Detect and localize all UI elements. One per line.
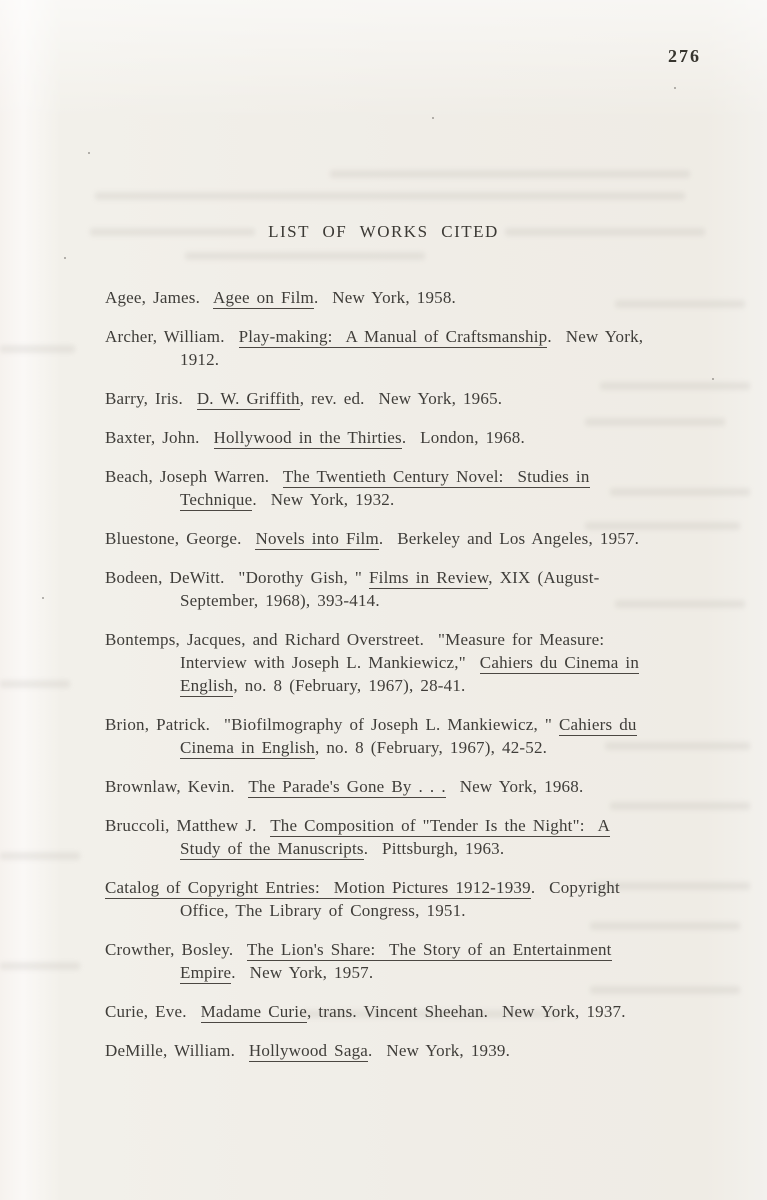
cited-title-text: English: [180, 676, 234, 695]
citation-line: [105, 1000, 735, 1023]
citation-text: Archer, William.: [105, 327, 239, 346]
citation-line: [105, 286, 735, 309]
citation-line: [105, 566, 735, 589]
cited-title-text: The Lion's Share: The Story of an Entertainment: [246, 940, 612, 959]
citation-line: [105, 325, 735, 348]
cited-title-text: Agee on Film: [213, 288, 314, 307]
citation-line: [105, 713, 735, 736]
citation-line: [105, 651, 735, 674]
citation-text: , no. 8 (February, 1967), 42-52.: [314, 738, 548, 757]
citation-text: . New York, 1958.: [313, 288, 456, 307]
scan-speck: [88, 152, 90, 154]
cited-title-text: The Parade's Gone By . . .: [248, 777, 446, 796]
citation-text: Brion, Patrick. "Biofilmography of Joseph L. Mankiewicz, ": [105, 715, 559, 734]
citation-line: [105, 876, 735, 899]
citation-text: Agee, James.: [105, 288, 214, 307]
citation-text: Barry, Iris.: [105, 389, 197, 408]
citation-entry: [105, 1000, 735, 1023]
citation-text: 1912.: [180, 350, 220, 369]
citation-entry: [105, 628, 735, 697]
citation-text: Bluestone, George.: [105, 529, 256, 548]
citation-entry: [105, 938, 735, 984]
citation-entry: [105, 814, 735, 860]
citation-text: Interview with Joseph L. Mankiewicz,": [180, 653, 480, 672]
cited-title-text: Cahiers du Cinema in: [479, 653, 640, 672]
citation-line: [105, 961, 735, 984]
page-number: 276: [668, 46, 701, 66]
citation-entry: [105, 527, 735, 550]
bleed-through-artifact: [95, 192, 685, 200]
citation-entry: [105, 426, 735, 449]
citation-line: [105, 527, 735, 550]
cited-title-text: Novels into Film: [255, 529, 379, 548]
citation-text: Curie, Eve.: [105, 1002, 201, 1021]
citation-text: , no. 8 (February, 1967), 28-41.: [233, 676, 466, 695]
citation-entry: [105, 1039, 735, 1062]
citation-line: [105, 899, 735, 922]
citation-text: , trans. Vincent Sheehan. New York, 1937.: [306, 1002, 626, 1021]
citation-text: . New York, 1939.: [368, 1041, 511, 1060]
citation-text: Bodeen, DeWitt. "Dorothy Gish, ": [105, 568, 369, 587]
scan-speck: [42, 597, 44, 599]
citation-text: Brownlaw, Kevin.: [105, 777, 249, 796]
works-cited-heading: LIST OF WORKS CITED: [268, 222, 499, 241]
citation-entry: [105, 713, 735, 759]
citation-text: . New York, 1957.: [231, 963, 374, 982]
citation-text: DeMille, William.: [105, 1041, 249, 1060]
citation-line: [105, 674, 735, 697]
cited-title-text: Cahiers du: [558, 715, 637, 734]
cited-title-text: Films in Review: [369, 568, 489, 587]
citation-entry: [105, 286, 735, 309]
citation-line: [105, 814, 735, 837]
citation-text: Office, The Library of Congress, 1951.: [180, 901, 466, 920]
cited-title-text: Study of the Manuscripts: [180, 839, 364, 858]
citation-entry: [105, 325, 735, 371]
bleed-through-artifact: [0, 680, 70, 688]
citation-line: [105, 938, 735, 961]
citation-text: Bruccoli, Matthew J.: [105, 816, 271, 835]
citation-text: , rev. ed. New York, 1965.: [299, 389, 503, 408]
bleed-through-artifact: [330, 170, 690, 178]
citation-entry: [105, 387, 735, 410]
citation-text: . Copyright: [530, 878, 620, 897]
citation-line: [105, 837, 735, 860]
citation-text: . New York,: [547, 327, 644, 346]
citation-text: September, 1968), 393-414.: [180, 591, 380, 610]
citation-list: [105, 286, 735, 1078]
citation-entry: [105, 566, 735, 612]
scan-speck: [64, 257, 66, 259]
scan-speck: [432, 117, 434, 119]
citation-line: [105, 775, 735, 798]
bleed-through-artifact: [185, 252, 425, 260]
bleed-through-artifact: [0, 962, 80, 970]
citation-text: . London, 1968.: [401, 428, 525, 447]
citation-text: Beach, Joseph Warren.: [105, 467, 283, 486]
cited-title-text: The Twentieth Century Novel: Studies in: [282, 467, 590, 486]
citation-line: [105, 488, 735, 511]
cited-title-text: D. W. Griffith: [196, 389, 300, 408]
citation-line: [105, 628, 735, 651]
cited-title-text: Cinema in English: [180, 738, 315, 757]
bleed-through-artifact: [0, 345, 75, 353]
cited-title-text: Hollywood in the Thirties: [213, 428, 402, 447]
scan-speck: [674, 87, 676, 89]
citation-entry: [105, 465, 735, 511]
cited-title-text: Hollywood Saga: [248, 1041, 369, 1060]
cited-title-text: Technique: [180, 490, 253, 509]
citation-text: . Berkeley and Los Angeles, 1957.: [378, 529, 640, 548]
citation-line: [105, 387, 735, 410]
cited-title-text: Empire: [180, 963, 232, 982]
citation-text: Bontemps, Jacques, and Richard Overstreet. "Measure for Measure:: [105, 630, 605, 649]
citation-text: Baxter, John.: [105, 428, 214, 447]
citation-line: [105, 1039, 735, 1062]
cited-title-text: Catalog of Copyright Entries: Motion Pictures 1912-1939: [105, 878, 531, 897]
citation-entry: [105, 775, 735, 798]
citation-entry: [105, 876, 735, 922]
cited-title-text: The Composition of "Tender Is the Night": A: [270, 816, 611, 835]
citation-text: New York, 1968.: [445, 777, 584, 796]
citation-text: . Pittsburgh, 1963.: [363, 839, 505, 858]
cited-title-text: Madame Curie: [200, 1002, 307, 1021]
citation-line: [105, 465, 735, 488]
cited-title-text: Play-making: A Manual of Craftsmanship: [238, 327, 548, 346]
bleed-through-artifact: [0, 852, 80, 860]
citation-line: [105, 348, 735, 371]
citation-line: [105, 426, 735, 449]
citation-text: Crowther, Bosley.: [105, 940, 247, 959]
citation-text: . New York, 1932.: [252, 490, 395, 509]
citation-line: [105, 736, 735, 759]
citation-line: [105, 589, 735, 612]
citation-text: , XIX (August-: [488, 568, 600, 587]
